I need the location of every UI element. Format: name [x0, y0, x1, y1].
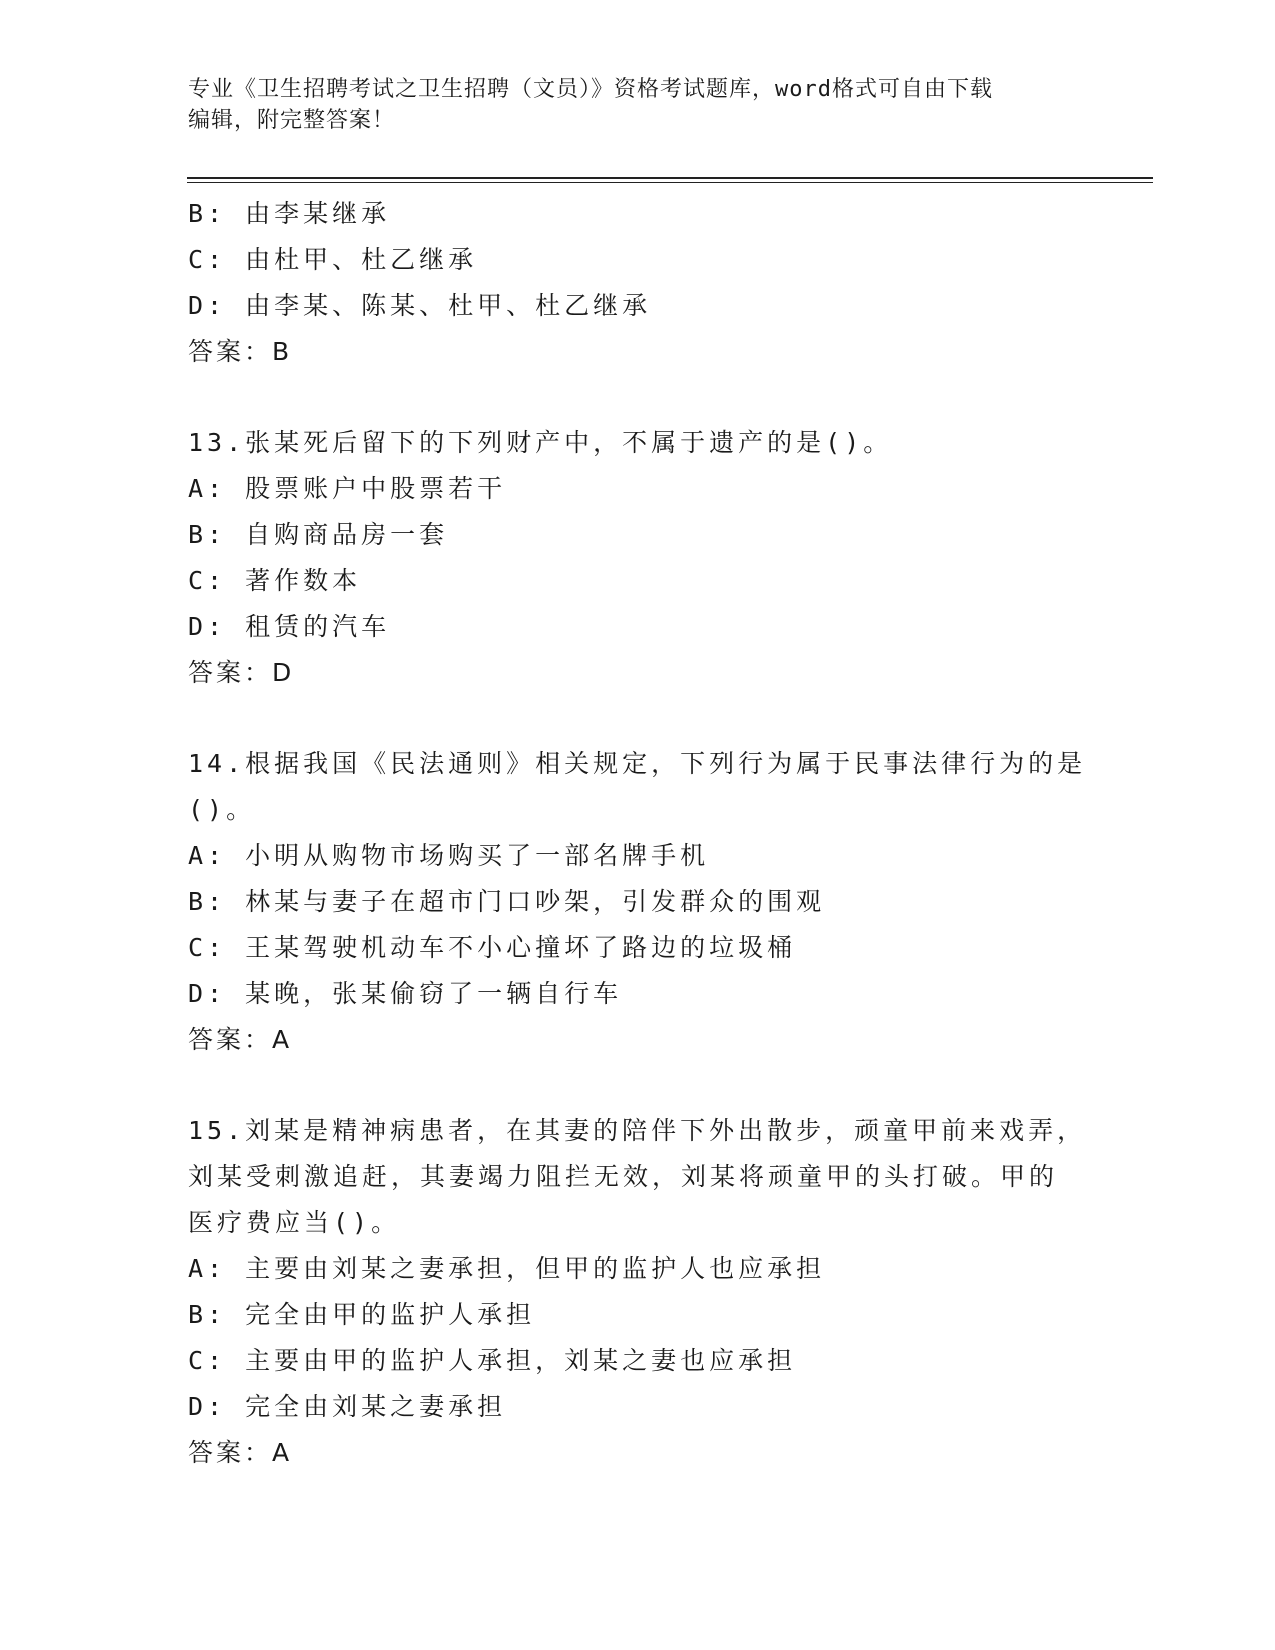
answer-value: A — [272, 1438, 291, 1467]
header-line-1: 专业《卫生招聘考试之卫生招聘（文员）》资格考试题库，word格式可自由下载 — [188, 77, 993, 102]
option-b: B: 自购商品房一套 — [188, 520, 449, 549]
document-header — [188, 74, 1088, 136]
option-b: B: 由李某继承 — [188, 199, 391, 228]
option-d: D: 某晚，张某偷窃了一辆自行车 — [188, 979, 623, 1008]
header-divider-thin — [187, 182, 1153, 183]
question-stem: 13.张某死后留下的下列财产中，不属于遗产的是()。 — [188, 428, 893, 457]
question-14 — [188, 741, 1088, 1063]
option-c: C: 王某驾驶机动车不小心撞坏了路边的垃圾桶 — [188, 933, 797, 962]
answer-line — [188, 650, 1088, 696]
option-a: A: 股票账户中股票若干 — [188, 474, 507, 503]
question-stem-line-2: ()。 — [188, 795, 256, 824]
answer-label: 答案： — [188, 1438, 273, 1467]
question-content — [188, 191, 1088, 1476]
option-c: C: 著作数本 — [188, 566, 362, 595]
answer-value: D — [272, 658, 293, 687]
option-b: B: 林某与妻子在超市门口吵架，引发群众的围观 — [188, 887, 826, 916]
question-stem-line-1: 14.根据我国《民法通则》相关规定，下列行为属于民事法律行为的是 — [188, 749, 1087, 778]
question-stem-line-3: 医疗费应当()。 — [188, 1208, 401, 1237]
answer-value: B — [272, 337, 291, 366]
option-d: D: 完全由刘某之妻承担 — [188, 1392, 507, 1421]
option-c: C: 主要由甲的监护人承担，刘某之妻也应承担 — [188, 1346, 797, 1375]
option-b: B: 完全由甲的监护人承担 — [188, 1300, 536, 1329]
option-d: D: 由李某、陈某、杜甲、杜乙继承 — [188, 291, 652, 320]
answer-label: 答案： — [188, 1025, 273, 1054]
option-d: D: 租赁的汽车 — [188, 612, 391, 641]
header-line-2: 编辑，附完整答案！ — [188, 108, 396, 133]
answer-label: 答案： — [188, 337, 273, 366]
answer-label: 答案： — [188, 658, 273, 687]
answer-value: A — [272, 1025, 291, 1054]
answer-line — [188, 1430, 1088, 1476]
question-15 — [188, 1108, 1088, 1476]
question-12-continued — [188, 191, 1088, 375]
answer-line — [188, 1017, 1088, 1063]
answer-line — [188, 329, 1088, 375]
header-divider-thick — [187, 177, 1153, 179]
question-13 — [188, 420, 1088, 696]
option-c: C: 由杜甲、杜乙继承 — [188, 245, 478, 274]
question-stem-line-1: 15.刘某是精神病患者，在其妻的陪伴下外出散步，顽童甲前来戏弄， — [188, 1116, 1087, 1145]
option-a: A: 小明从购物市场购买了一部名牌手机 — [188, 841, 710, 870]
question-stem-line-2: 刘某受刺激追赶，其妻竭力阻拦无效，刘某将顽童甲的头打破。甲的 — [188, 1162, 1059, 1191]
option-a: A: 主要由刘某之妻承担，但甲的监护人也应承担 — [188, 1254, 826, 1283]
